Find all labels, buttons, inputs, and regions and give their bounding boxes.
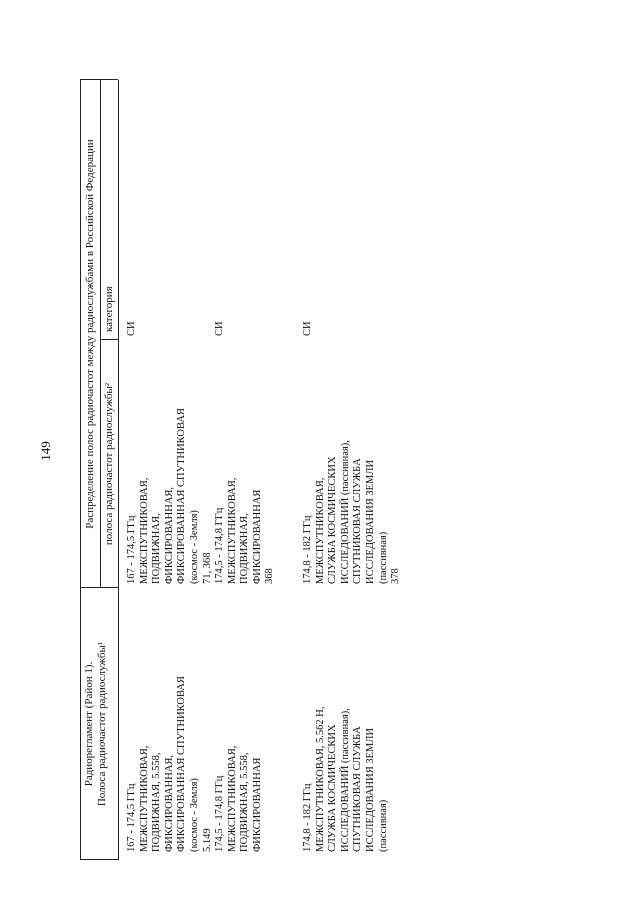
row3-category-cell: СИ (302, 321, 313, 336)
rf-band-subheader: полоса радиочастот радиослужбы² (103, 382, 115, 546)
regulation-header (83, 588, 109, 860)
allocation-table (80, 80, 560, 860)
row1-rf-band-cell: 167 - 174,5 ГГц МЕЖСПУТНИКОВАЯ, ПОДВИЖНАЯ, ФИКСИРОВАННАЯ, ФИКСИРОВАННАЯ СПУТНИКОВАЯ (космос - Земля) 71, 368 (126, 408, 213, 584)
row2-category-cell: СИ (214, 321, 225, 336)
header-bottom-rule (118, 80, 119, 860)
row2-rf-band-cell: 174,5 - 174,8 ГГц МЕЖСПУТНИКОВАЯ, ПОДВИЖНАЯ, ФИКСИРОВАННАЯ 368 (214, 477, 276, 584)
row3-regulation-cell: 174,8 - 182 ГГц МЕЖСПУТНИКОВАЯ, 5.562 Н, СЛУЖБА КОСМИЧЕСКИХ ИССЛЕДОВАНИЙ (пассивная), СПУТНИКОВАЯ СЛУЖБА ИССЛЕДОВАНИЯ ЗЕМЛИ (пассивная) (302, 706, 389, 852)
regulation-subtitle: Полоса радиочастот радиослужбы¹ (96, 641, 108, 807)
page-number: 149 (37, 441, 53, 461)
rf-header-divider (100, 80, 101, 588)
table-top-rule (80, 80, 81, 860)
row1-category-cell: СИ (126, 321, 137, 336)
row3-rf-band-cell: 174,8 - 182 ГГц МЕЖСПУТНИКОВАЯ, СЛУЖБА КОСМИЧЕСКИХ ИССЛЕДОВАНИЙ (пассивная), СПУТНИКОВАЯ СЛУЖБА ИССЛЕДОВАНИЯ ЗЕМЛИ (пассивная) 378 (302, 440, 402, 584)
row1-regulation-cell: 167 - 174,5 ГГц МЕЖСПУТНИКОВАЯ, ПОДВИЖНАЯ, 5.558, ФИКСИРОВАННАЯ, ФИКСИРОВАННАЯ СПУТНИКОВАЯ (космос - Земля) 5.149 (126, 676, 213, 852)
regulation-title: Радиорегламент (Район 1). (83, 661, 95, 787)
rf-category-subheader: категория (103, 286, 115, 332)
rf-allocation-title: Распределение полос радиочастот между радиослужбами в Российской Федерации (84, 139, 96, 529)
row2-regulation-cell: 174,5 - 174,8 ГГц МЕЖСПУТНИКОВАЯ, ПОДВИЖНАЯ, 5.558, ФИКСИРОВАННАЯ (214, 745, 263, 852)
